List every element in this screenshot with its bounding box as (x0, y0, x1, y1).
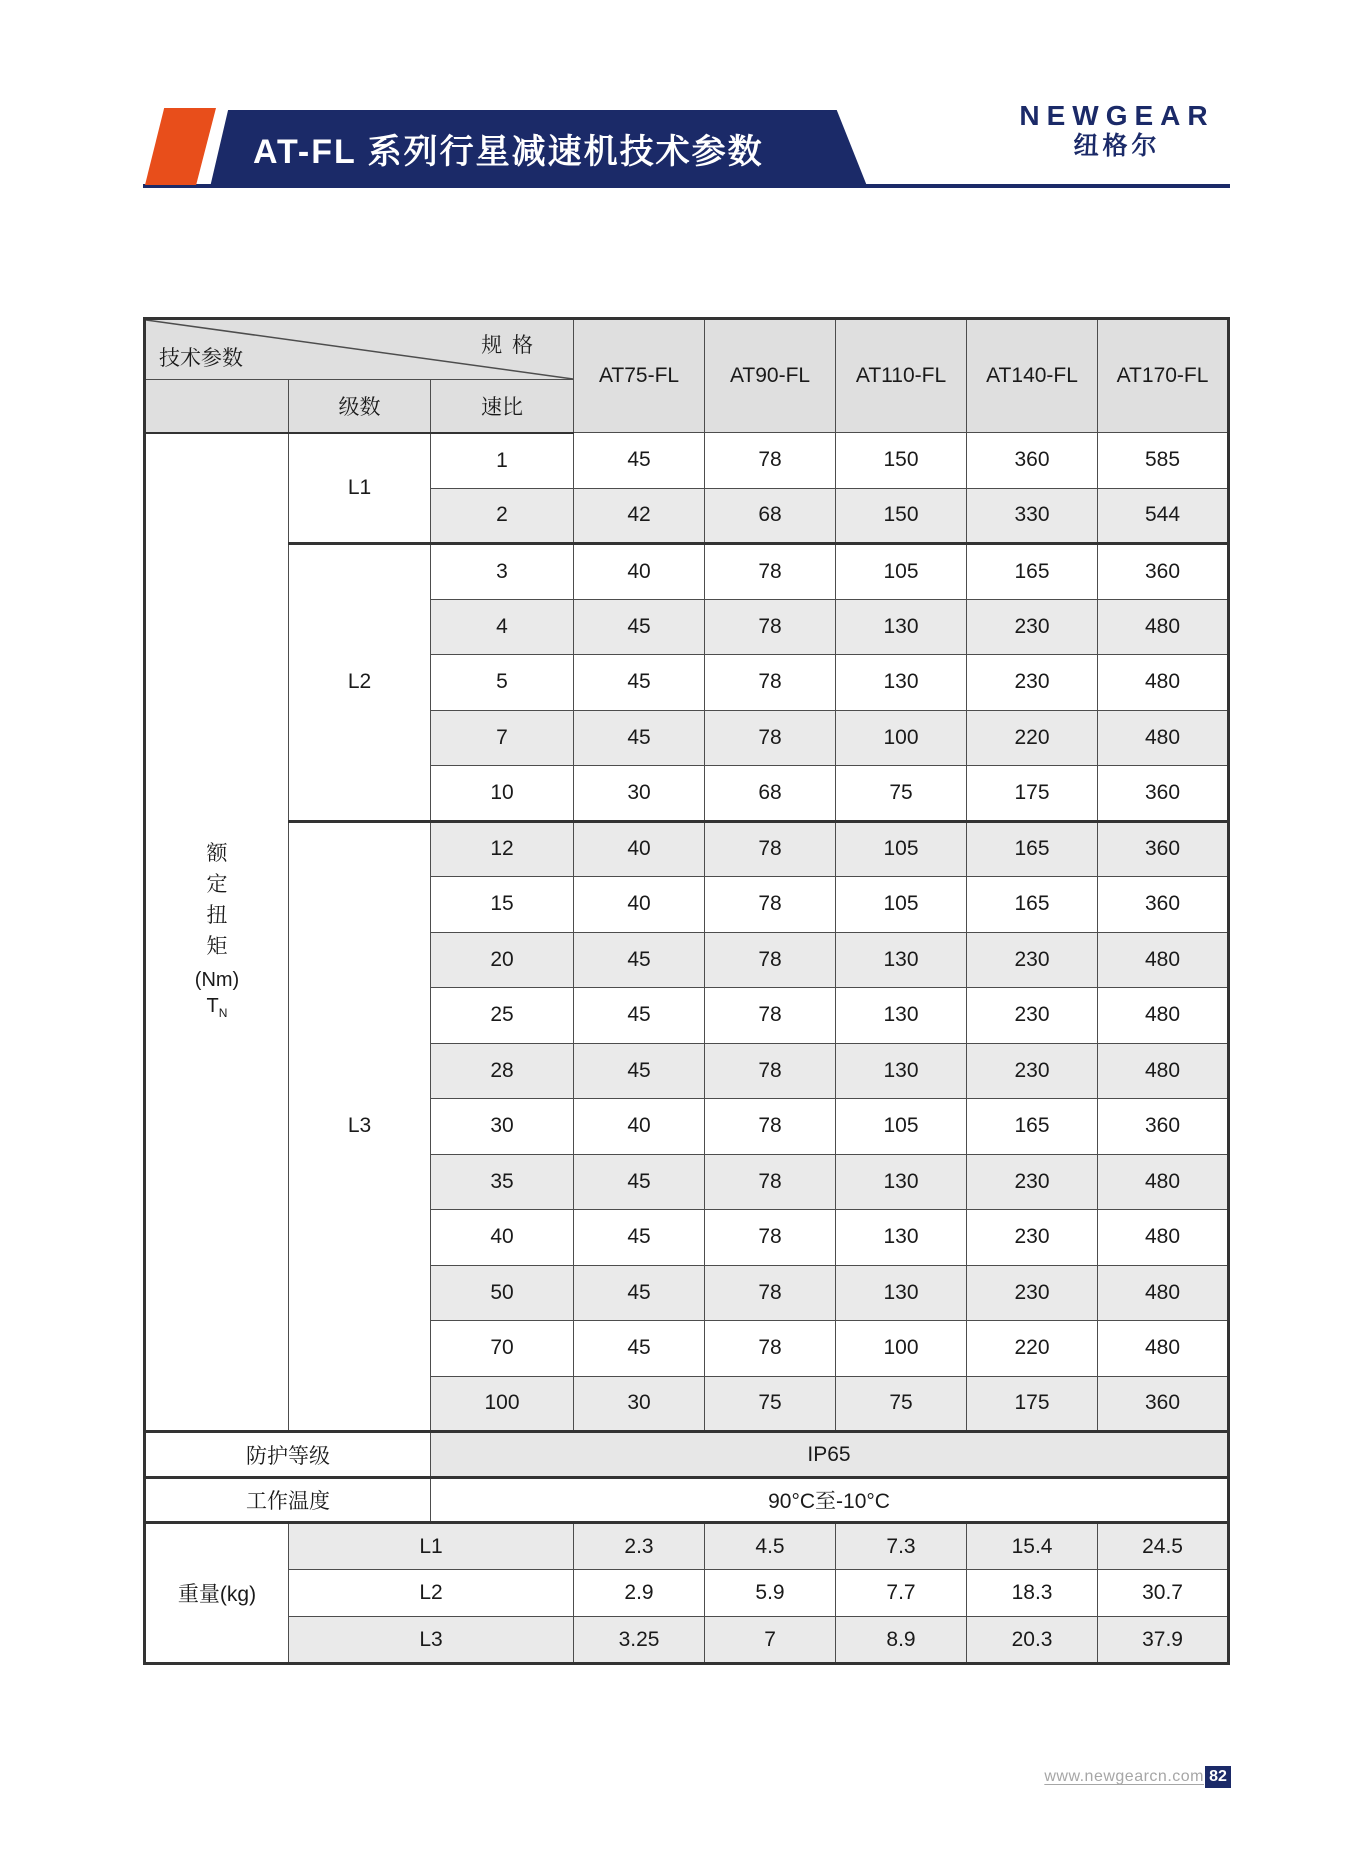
torque-value: 40 (574, 821, 705, 877)
ratio-value: 100 (431, 1376, 574, 1432)
torque-value: 45 (574, 433, 705, 489)
torque-value: 150 (836, 433, 967, 489)
ratio-value: 5 (431, 655, 574, 711)
bottom-body (145, 1432, 1229, 1664)
torque-value: 480 (1098, 1154, 1229, 1210)
torque-value: 45 (574, 1210, 705, 1266)
torque-value: 45 (574, 599, 705, 655)
torque-value: 45 (574, 932, 705, 988)
weight-value: 2.9 (574, 1570, 705, 1617)
torque-value: 230 (967, 1265, 1098, 1321)
weight-value: 4.5 (705, 1523, 836, 1570)
torque-value: 45 (574, 988, 705, 1044)
stage-group-label: L3 (289, 821, 431, 1432)
torque-value: 480 (1098, 710, 1229, 766)
torque-value: 585 (1098, 433, 1229, 489)
model-column-header: AT110-FL (836, 319, 967, 433)
torque-value: 78 (705, 821, 836, 877)
torque-value: 130 (836, 1210, 967, 1266)
torque-value: 360 (1098, 1099, 1229, 1155)
torque-value: 480 (1098, 932, 1229, 988)
orange-accent-shape (145, 108, 216, 185)
torque-value: 68 (705, 766, 836, 822)
torque-value: 75 (705, 1376, 836, 1432)
weight-stage-label: L1 (289, 1523, 574, 1570)
torque-value: 78 (705, 932, 836, 988)
torque-value: 78 (705, 655, 836, 711)
torque-axis-label: 额 定 扭 矩 (Nm) $T_N$ (145, 433, 289, 1432)
corner-param-label: 技术参数 (159, 347, 243, 370)
logo-wordmark-cn: 纽格尔 (1073, 132, 1161, 160)
corner-spec-label: 规 格 (481, 334, 536, 357)
ratio-value: 1 (431, 433, 574, 489)
weight-stage-label: L2 (289, 1570, 574, 1617)
weight-value: 2.3 (574, 1523, 705, 1570)
torque-value: 75 (836, 766, 967, 822)
torque-value: 360 (1098, 766, 1229, 822)
weight-value: 20.3 (967, 1617, 1098, 1664)
weight-value: 37.9 (1098, 1617, 1229, 1664)
weight-value: 7.7 (836, 1570, 967, 1617)
torque-value: 78 (705, 599, 836, 655)
page-footer (0, 1766, 1231, 1788)
torque-value: 78 (705, 1265, 836, 1321)
torque-body (145, 433, 1229, 1432)
torque-value: 78 (705, 1043, 836, 1099)
model-column-header: AT170-FL (1098, 319, 1229, 433)
torque-value: 230 (967, 1210, 1098, 1266)
weight-value: 7 (705, 1617, 836, 1664)
torque-value: 480 (1098, 1265, 1229, 1321)
weight-value: 24.5 (1098, 1523, 1229, 1570)
stage-group-label: L2 (289, 544, 431, 822)
torque-value: 165 (967, 544, 1098, 600)
ratio-value: 15 (431, 877, 574, 933)
torque-value: 130 (836, 1154, 967, 1210)
ratio-value: 3 (431, 544, 574, 600)
weight-value: 8.9 (836, 1617, 967, 1664)
weight-value: 15.4 (967, 1523, 1098, 1570)
torque-value: 130 (836, 1043, 967, 1099)
ratio-value: 35 (431, 1154, 574, 1210)
torque-value: 330 (967, 488, 1098, 544)
ratio-value: 50 (431, 1265, 574, 1321)
stage-group-label: L1 (289, 433, 431, 544)
torque-value: 40 (574, 544, 705, 600)
ratio-value: 40 (431, 1210, 574, 1266)
ratio-value: 12 (431, 821, 574, 877)
torque-value: 220 (967, 710, 1098, 766)
torque-value: 165 (967, 877, 1098, 933)
torque-value: 130 (836, 988, 967, 1044)
model-column-header: AT75-FL (574, 319, 705, 433)
torque-value: 78 (705, 544, 836, 600)
torque-value: 45 (574, 710, 705, 766)
torque-value: 175 (967, 1376, 1098, 1432)
ratio-value: 2 (431, 488, 574, 544)
torque-value: 230 (967, 599, 1098, 655)
ratio-value: 70 (431, 1321, 574, 1377)
torque-value: 360 (1098, 544, 1229, 600)
temperature-label: 工作温度 (145, 1478, 431, 1523)
torque-value: 480 (1098, 1043, 1229, 1099)
ratio-value: 7 (431, 710, 574, 766)
torque-value: 100 (836, 710, 967, 766)
model-column-header: AT90-FL (705, 319, 836, 433)
torque-value: 78 (705, 1099, 836, 1155)
torque-value: 230 (967, 1154, 1098, 1210)
weight-value: 7.3 (836, 1523, 967, 1570)
website-link[interactable]: www.newgearcn.com (1044, 1768, 1204, 1785)
torque-value: 78 (705, 1210, 836, 1266)
torque-value: 220 (967, 1321, 1098, 1377)
torque-value: 544 (1098, 488, 1229, 544)
torque-value: 360 (967, 433, 1098, 489)
torque-value: 230 (967, 1043, 1098, 1099)
torque-value: 480 (1098, 1210, 1229, 1266)
diagonal-corner-cell (145, 319, 574, 380)
torque-value: 130 (836, 932, 967, 988)
torque-value: 360 (1098, 877, 1229, 933)
torque-value: 78 (705, 1154, 836, 1210)
torque-value: 130 (836, 599, 967, 655)
page-number-badge: 82 (1205, 1766, 1231, 1788)
torque-value: 165 (967, 821, 1098, 877)
ratio-value: 25 (431, 988, 574, 1044)
page-title: AT-FL 系列行星减速机技术参数 (253, 132, 764, 171)
ratio-value: 28 (431, 1043, 574, 1099)
torque-value: 480 (1098, 1321, 1229, 1377)
weight-stage-label: L3 (289, 1617, 574, 1664)
protection-label: 防护等级 (145, 1432, 431, 1478)
weight-value: 18.3 (967, 1570, 1098, 1617)
torque-value: 78 (705, 1321, 836, 1377)
torque-value: 230 (967, 988, 1098, 1044)
torque-value: 45 (574, 1154, 705, 1210)
torque-value: 230 (967, 655, 1098, 711)
ratio-value: 30 (431, 1099, 574, 1155)
torque-value: 68 (705, 488, 836, 544)
torque-value: 105 (836, 821, 967, 877)
torque-value: 130 (836, 655, 967, 711)
weight-value: 30.7 (1098, 1570, 1229, 1617)
torque-value: 75 (836, 1376, 967, 1432)
torque-value: 30 (574, 1376, 705, 1432)
torque-value: 175 (967, 766, 1098, 822)
torque-value: 78 (705, 710, 836, 766)
torque-value: 30 (574, 766, 705, 822)
torque-value: 78 (705, 877, 836, 933)
torque-value: 42 (574, 488, 705, 544)
torque-value: 230 (967, 932, 1098, 988)
ratio-value: 4 (431, 599, 574, 655)
torque-value: 45 (574, 1321, 705, 1377)
stage-column-header: 级数 (289, 380, 431, 433)
logo-wordmark: NEWGEAR (1019, 100, 1215, 131)
temperature-value: 90°C至-10°C (431, 1478, 1229, 1523)
torque-value: 78 (705, 433, 836, 489)
spec-table (143, 317, 1230, 1665)
torque-value: 45 (574, 1265, 705, 1321)
corner-empty-cell (145, 380, 289, 433)
torque-value: 45 (574, 655, 705, 711)
ratio-value: 10 (431, 766, 574, 822)
torque-value: 150 (836, 488, 967, 544)
weight-value: 5.9 (705, 1570, 836, 1617)
torque-value: 480 (1098, 988, 1229, 1044)
torque-value: 105 (836, 1099, 967, 1155)
torque-value: 130 (836, 1265, 967, 1321)
torque-value: 100 (836, 1321, 967, 1377)
torque-value: 360 (1098, 1376, 1229, 1432)
torque-value: 78 (705, 988, 836, 1044)
torque-value: 480 (1098, 655, 1229, 711)
weight-label: 重量(kg) (145, 1523, 289, 1664)
torque-value: 105 (836, 877, 967, 933)
torque-value: 40 (574, 877, 705, 933)
torque-value: 105 (836, 544, 967, 600)
torque-value: 40 (574, 1099, 705, 1155)
ratio-column-header: 速比 (431, 380, 574, 433)
torque-value: 165 (967, 1099, 1098, 1155)
newgear-logo (1005, 101, 1229, 160)
spec-table-header (145, 319, 1229, 433)
torque-value: 480 (1098, 599, 1229, 655)
ratio-value: 20 (431, 932, 574, 988)
torque-value: 360 (1098, 821, 1229, 877)
torque-value: 45 (574, 1043, 705, 1099)
model-column-header: AT140-FL (967, 319, 1098, 433)
weight-value: 3.25 (574, 1617, 705, 1664)
protection-value: IP65 (431, 1432, 1229, 1478)
